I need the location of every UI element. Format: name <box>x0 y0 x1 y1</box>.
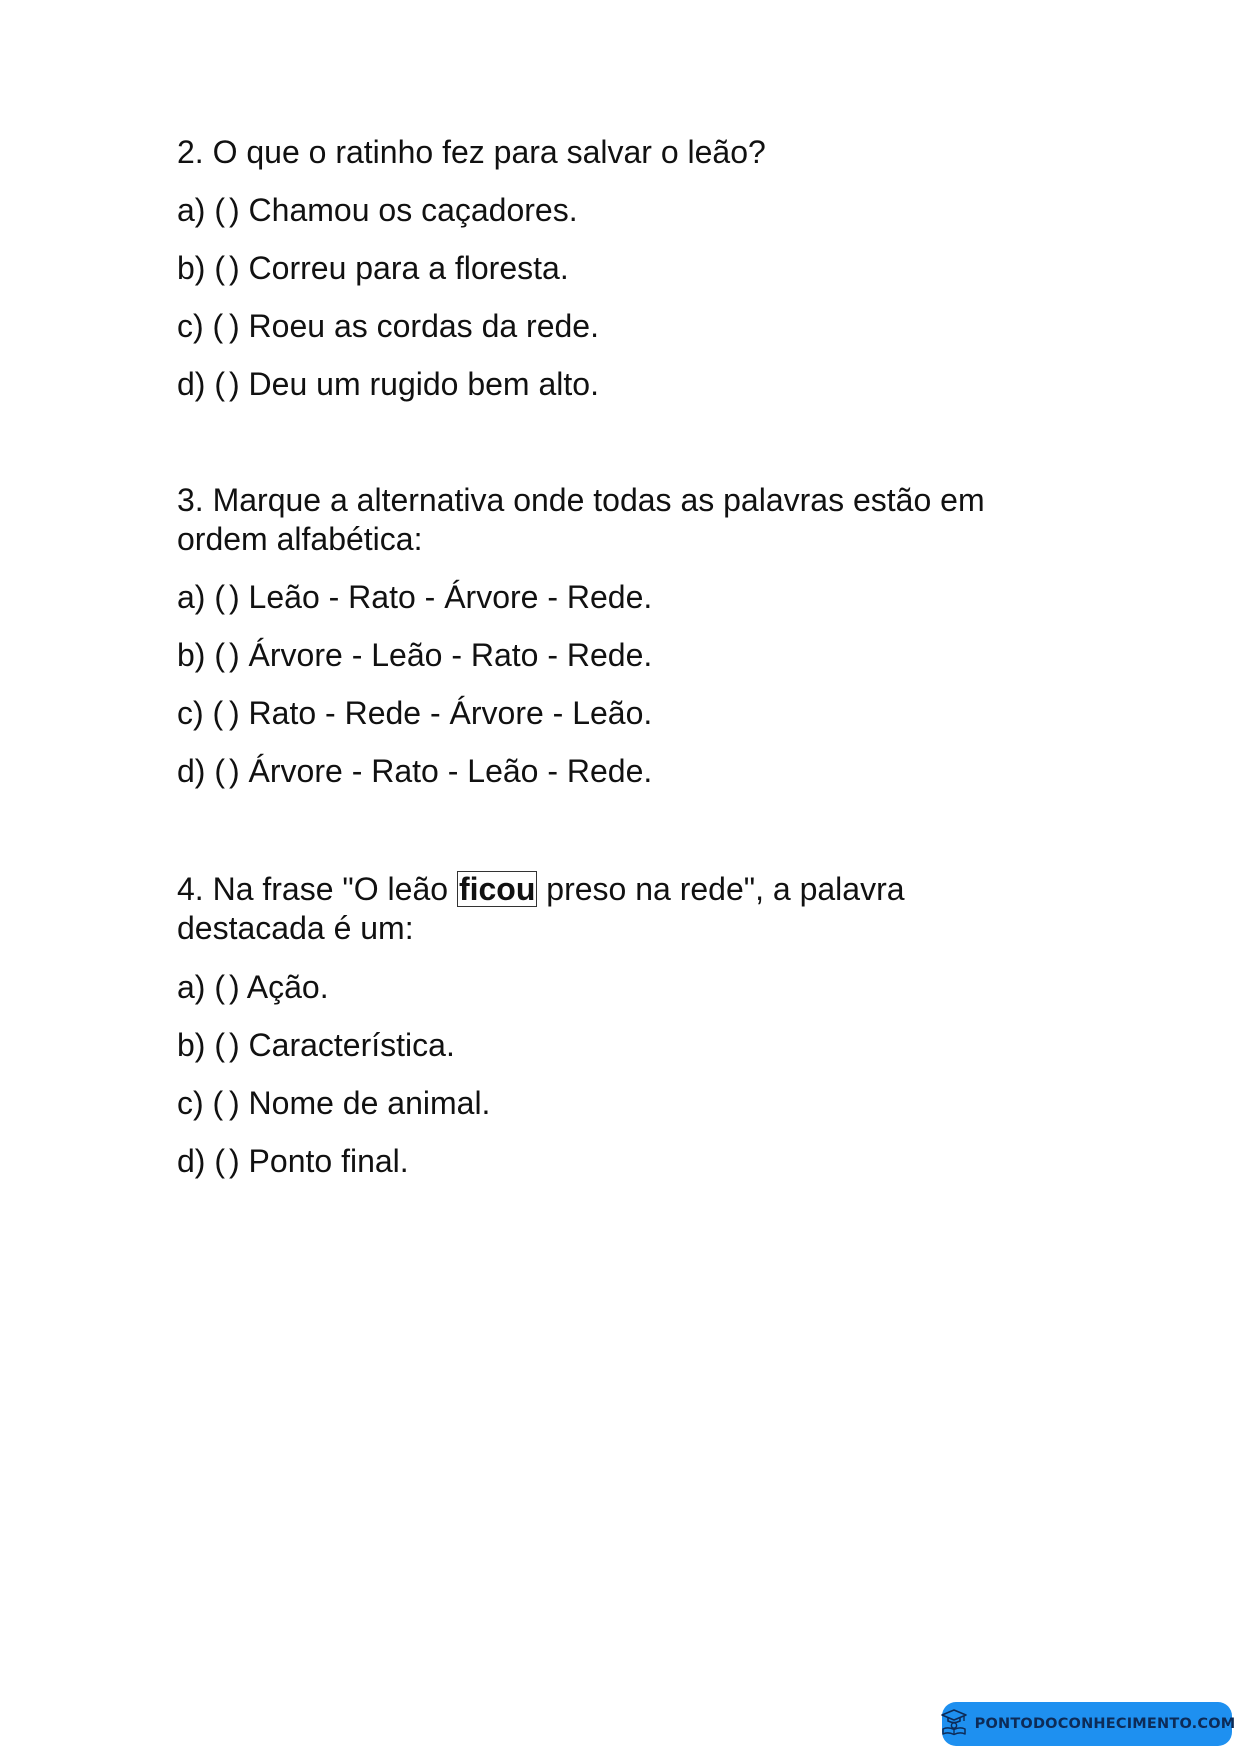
question-2-option-a[interactable] <box>177 188 578 232</box>
option-text: Rato - Rede - Árvore - Leão. <box>248 695 653 731</box>
question-4-text-after: preso na rede", a palavra <box>537 871 905 907</box>
question-3-option-c[interactable] <box>177 691 652 735</box>
option-close-paren: ) <box>229 192 240 228</box>
option-letter: c) ( <box>177 308 224 344</box>
option-close-paren: ) <box>229 1085 240 1121</box>
option-close-paren: ) <box>229 753 240 789</box>
option-text: Roeu as cordas da rede. <box>248 308 599 344</box>
option-letter: d) ( <box>177 1143 225 1179</box>
option-letter: a) ( <box>177 192 225 228</box>
option-text: Deu um rugido bem alto. <box>248 366 599 402</box>
question-4-option-c[interactable] <box>177 1081 490 1125</box>
option-close-paren: ) <box>229 1027 240 1063</box>
option-close-paren: ) <box>229 366 240 402</box>
option-close-paren: ) <box>229 579 240 615</box>
option-letter: a) ( <box>177 969 225 1005</box>
question-3-title-line-1: 3. Marque a alternativa onde todas as palavras estão em <box>177 482 985 518</box>
graduation-reader-icon <box>939 1707 969 1742</box>
question-4-title-line-2: destacada é um: <box>177 910 414 946</box>
option-letter: a) ( <box>177 579 225 615</box>
question-3-option-a[interactable] <box>177 575 652 619</box>
option-close-paren: ) <box>229 695 240 731</box>
option-text: Nome de animal. <box>248 1085 491 1121</box>
option-text: Ponto final. <box>248 1143 409 1179</box>
option-text: Chamou os caçadores. <box>248 192 578 228</box>
question-4-title-line-1 <box>177 867 905 911</box>
option-letter: b) ( <box>177 1027 225 1063</box>
option-close-paren: ) <box>229 969 240 1005</box>
question-4-option-b[interactable] <box>177 1023 455 1067</box>
option-text: Árvore - Rato - Leão - Rede. <box>248 753 653 789</box>
option-letter: b) ( <box>177 250 225 286</box>
option-letter: d) ( <box>177 366 225 402</box>
option-letter: b) ( <box>177 637 225 673</box>
question-4-text-before: 4. Na frase "O leão <box>177 871 457 907</box>
question-2-option-c[interactable] <box>177 304 599 348</box>
question-3-title-line-2: ordem alfabética: <box>177 521 423 557</box>
option-letter: c) ( <box>177 695 224 731</box>
option-text: Ação. <box>246 969 329 1005</box>
option-text: Leão - Rato - Árvore - Rede. <box>248 579 653 615</box>
option-text: Correu para a floresta. <box>248 250 569 286</box>
option-close-paren: ) <box>229 1143 240 1179</box>
question-3-option-b[interactable] <box>177 633 652 677</box>
brand-text: PONTODOCONHECIMENTO.COM <box>974 1716 1236 1732</box>
question-4-option-d[interactable] <box>177 1139 409 1183</box>
highlighted-word: ficou <box>458 871 536 907</box>
option-letter: c) ( <box>177 1085 224 1121</box>
option-close-paren: ) <box>229 308 240 344</box>
question-2-option-b[interactable] <box>177 246 569 290</box>
question-2-option-d[interactable] <box>177 362 599 406</box>
option-text: Característica. <box>248 1027 455 1063</box>
option-close-paren: ) <box>229 637 240 673</box>
question-3-option-d[interactable] <box>177 749 652 793</box>
question-4-option-a[interactable] <box>177 965 329 1009</box>
option-letter: d) ( <box>177 753 225 789</box>
brand-badge[interactable] <box>942 1702 1236 1746</box>
option-close-paren: ) <box>229 250 240 286</box>
option-text: Árvore - Leão - Rato - Rede. <box>248 637 653 673</box>
question-2-title: 2. O que o ratinho fez para salvar o leão? <box>177 134 766 170</box>
